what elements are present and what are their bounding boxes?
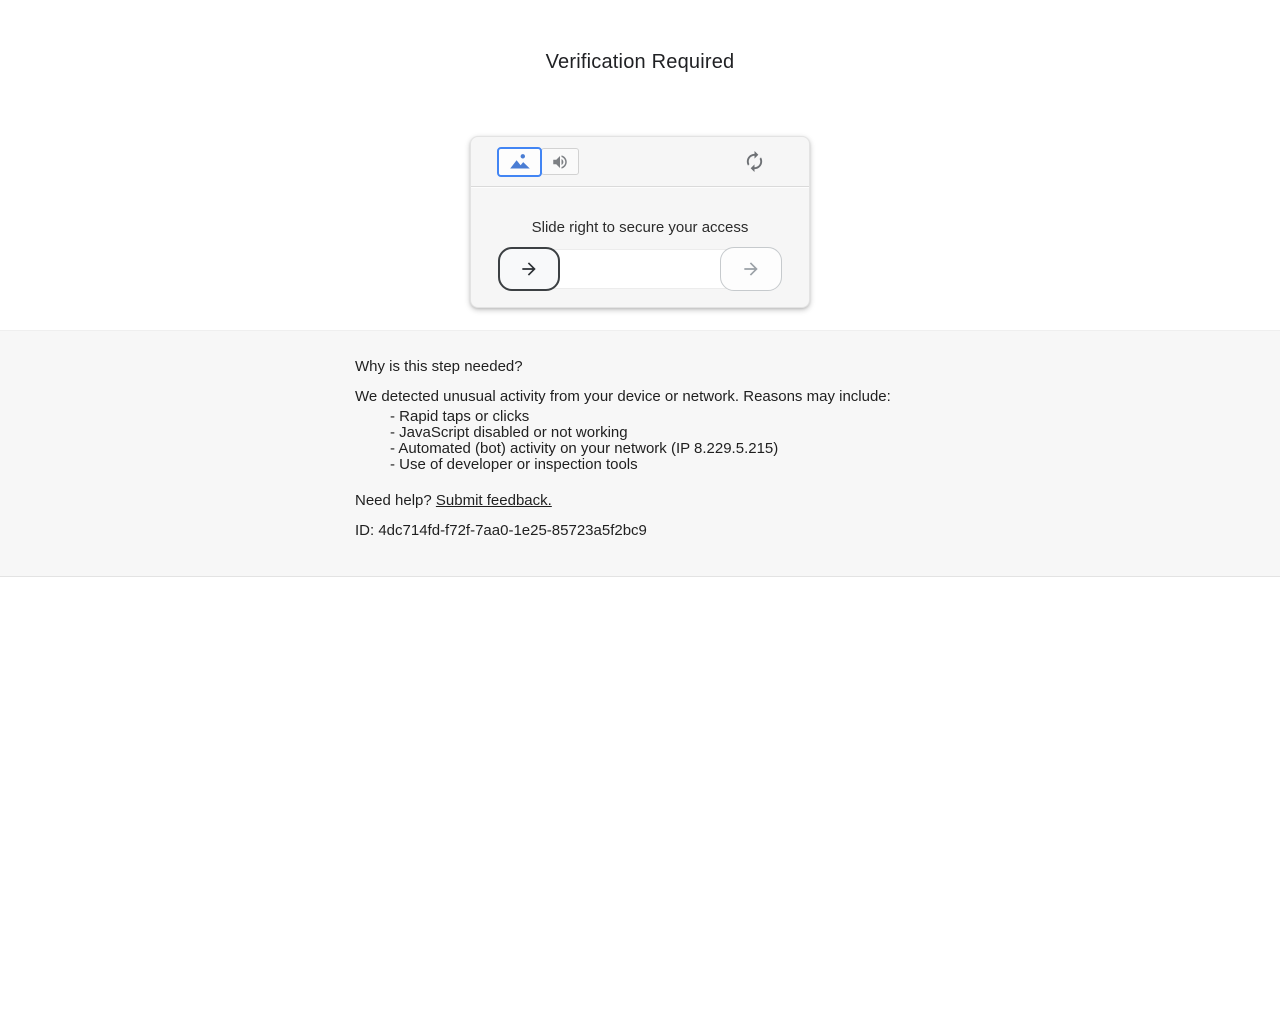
session-id-value: 4dc714fd-f72f-7aa0-1e25-85723a5f2bc9 [378,522,647,539]
help-line [355,491,1280,511]
reason-item: - Rapid taps or clicks [390,408,530,425]
image-challenge-button[interactable] [497,147,542,177]
need-help-text: Need help? [355,492,436,509]
submit-feedback-link[interactable]: Submit feedback. [435,492,552,509]
captcha-toolbar [471,137,809,187]
challenge-mode-toggle [497,147,579,177]
arrow-right-icon [519,259,539,279]
reason-list [390,409,1280,473]
image-icon [508,150,532,174]
slider-captcha[interactable] [498,247,782,291]
reason-item: - Use of developer or inspection tools [390,456,638,473]
reason-item: - JavaScript disabled or not working [390,424,628,441]
volume-up-icon [551,153,569,171]
captcha-widget [470,136,810,308]
refresh-challenge-button[interactable] [741,149,767,175]
slider-handle[interactable] [498,247,560,291]
page-title: Verification Required [545,51,735,73]
reason-item: - Automated (bot) activity on your network (IP 8.229.5.215) [390,440,779,457]
refresh-icon [743,150,766,173]
slider-target[interactable] [720,247,782,291]
arrow-right-icon [741,259,761,279]
unusual-activity-text: We detected unusual activity from your device or network. Reasons may include: [355,388,891,405]
session-id [355,521,1280,541]
why-needed-section [0,330,1280,577]
session-id-label: ID: [355,522,379,539]
audio-challenge-button[interactable] [541,148,579,175]
captcha-body [471,187,809,291]
slider-instruction: Slide right to secure your access [531,219,749,236]
why-needed-heading: Why is this step needed? [355,358,523,375]
